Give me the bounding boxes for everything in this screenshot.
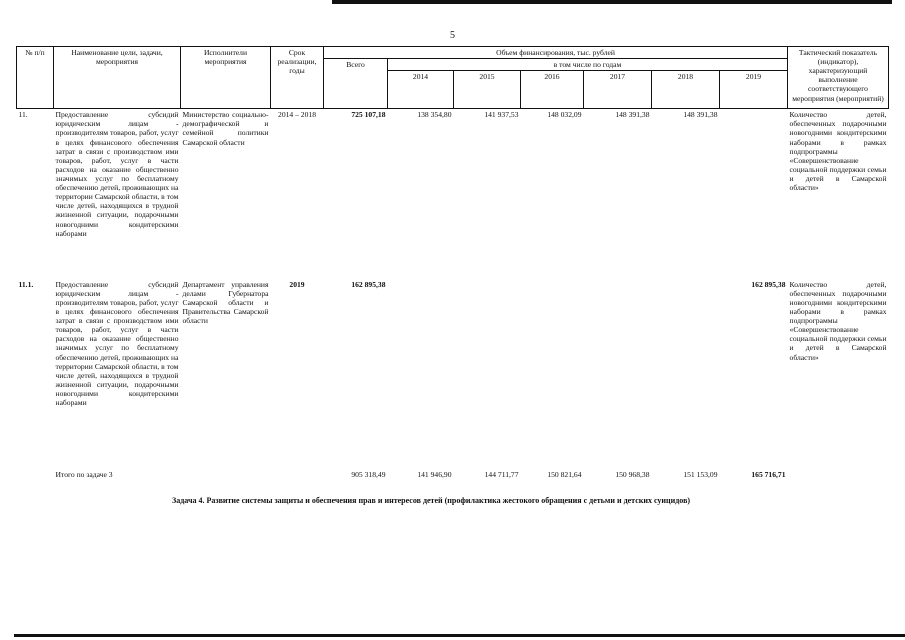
header-year-2019: 2019 bbox=[720, 71, 788, 109]
row-name: Предоставление субсидий юридическим лицам - производителям товаров, работ, услуг в целях финансового обеспечения затрат в связи с производством ими товаров, работ, услуг в части расходов на оказание общественно значимых услуг по бесплатному обеспечению детей, проживающих на территории Самарской области, в том числе детей, находящихся в трудной жизненной ситуации, подарочными новогодними кондитерскими наборами bbox=[55, 279, 179, 408]
table-row bbox=[17, 109, 889, 279]
header-year-2017: 2017 bbox=[584, 71, 652, 109]
header-total: Всего bbox=[324, 59, 388, 109]
totals-row bbox=[17, 469, 889, 485]
header-period: Срок реализации, годы bbox=[271, 47, 324, 109]
row-2016 bbox=[521, 279, 584, 469]
row-2014 bbox=[388, 279, 454, 469]
header-num: № п/п bbox=[17, 47, 54, 109]
page-number: 5 bbox=[450, 30, 455, 41]
totals-2019: 165 716,71 bbox=[751, 469, 786, 479]
row-period: 2014 – 2018 bbox=[278, 110, 316, 120]
header-executors: Исполнители мероприятия bbox=[181, 47, 271, 109]
row-2014: 138 354,80 bbox=[417, 110, 452, 120]
row-executor: Министерство социально-демографической и семейной политики Самарской области bbox=[182, 110, 269, 147]
row-num: 11. bbox=[18, 110, 28, 120]
row-2017 bbox=[584, 279, 652, 469]
totals-2017: 150 968,38 bbox=[615, 469, 650, 479]
row-num: 11.1. bbox=[18, 279, 34, 289]
header-year-2014: 2014 bbox=[388, 71, 454, 109]
row-2017: 148 391,38 bbox=[615, 110, 650, 120]
top-border-line bbox=[332, 0, 892, 4]
header-by-years: в том числе по годам bbox=[388, 59, 788, 71]
row-2019: 162 895,38 bbox=[751, 279, 786, 289]
task4-heading: Задача 4. Развитие системы защиты и обеспечения прав и интересов детей (профилактика жестокого обращения с детьми и детских суицидов) bbox=[172, 496, 691, 505]
row-total: 725 107,18 bbox=[351, 110, 386, 120]
row-period: 2019 bbox=[289, 279, 305, 289]
header-year-2016: 2016 bbox=[521, 71, 584, 109]
header-year-2018: 2018 bbox=[652, 71, 720, 109]
row-name: Предоставление субсидий юридическим лицам - производителям товаров, работ, услуг в целях финансового обеспечения затрат в связи с производством ими товаров, работ, услуг в части расходов на оказание общественно значимых услуг по бесплатному обеспечению детей, проживающих на территории Самарской области, в том числе детей, находящихся в трудной жизненной ситуации, подарочными новогодними кондитерскими наборами bbox=[55, 110, 179, 238]
header-funding: Объем финансирования, тыс. рублей bbox=[324, 47, 788, 59]
totals-label: Итого по задаче 3 bbox=[55, 469, 113, 479]
totals-2018: 151 153,09 bbox=[683, 469, 718, 479]
row-2015 bbox=[454, 279, 521, 469]
totals-2015: 144 711,77 bbox=[484, 469, 519, 479]
totals-2014: 141 946,90 bbox=[417, 469, 452, 479]
header-goal: Наименование цели, задачи, мероприятия bbox=[54, 47, 181, 109]
row-indicator: Количество детей, обеспеченных подарочными новогодними кондитерскими наборами в рамках подпрограммы «Совершенствование социальной поддержки семьи и детей в Самарской области» bbox=[789, 279, 887, 362]
row-2015: 141 937,53 bbox=[484, 110, 519, 120]
totals-total: 905 318,49 bbox=[351, 469, 386, 479]
row-2016: 148 032,09 bbox=[547, 110, 582, 120]
header-indicator: Тактический показатель (индикатор), характеризующий выполнение соответствующего мероприятия (мероприятий) bbox=[788, 47, 889, 109]
bottom-border-line bbox=[14, 634, 905, 637]
table-row bbox=[17, 279, 889, 469]
row-2019 bbox=[720, 109, 788, 279]
totals-2016: 150 821,64 bbox=[547, 469, 582, 479]
row-2018: 148 391,38 bbox=[683, 110, 718, 120]
header-year-2015: 2015 bbox=[454, 71, 521, 109]
row-executor: Департамент управления делами Губернатора Самарской области и Правительства Самарской области bbox=[182, 279, 269, 326]
row-2018 bbox=[652, 279, 720, 469]
funding-table bbox=[16, 46, 889, 485]
row-indicator: Количество детей, обеспеченных подарочными новогодними кондитерскими наборами в рамках подпрограммы «Совершенствование социальной поддержки семьи и детей в Самарской области» bbox=[789, 110, 887, 193]
row-total: 162 895,38 bbox=[351, 279, 386, 289]
